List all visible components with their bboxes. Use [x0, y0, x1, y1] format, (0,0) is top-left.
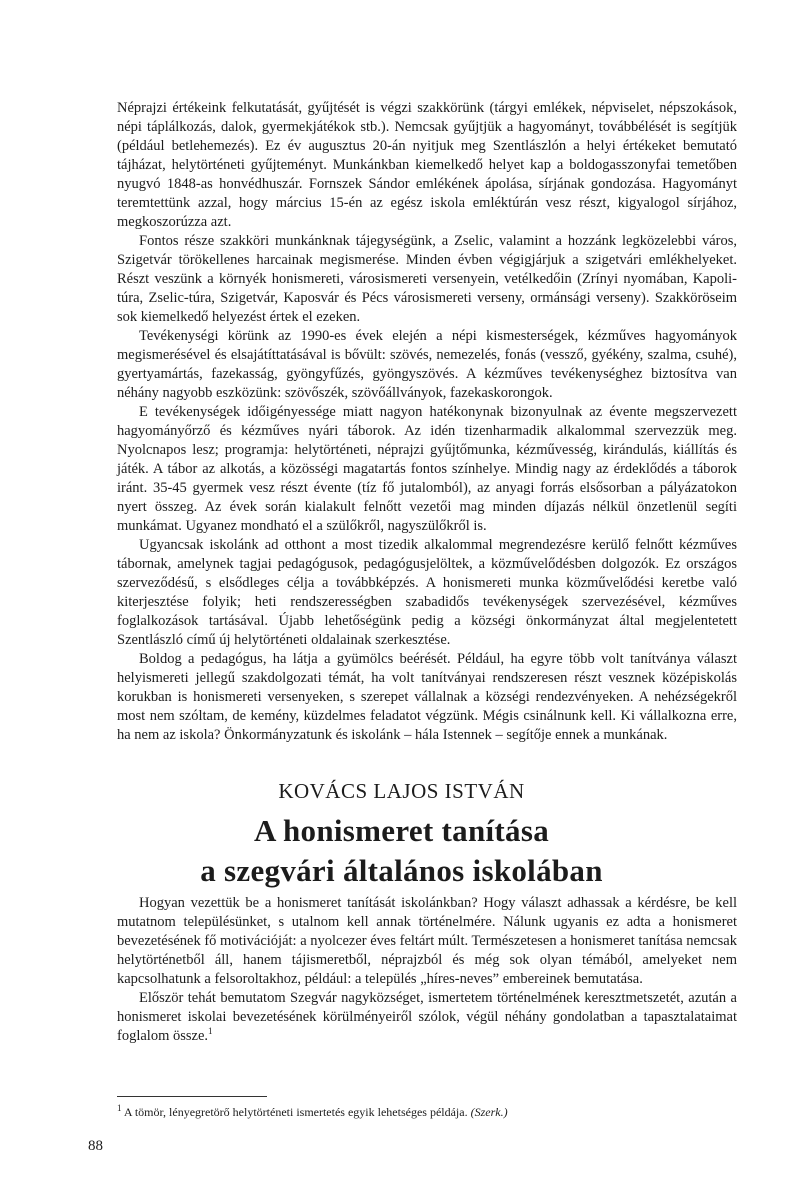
- footnote-reference: 1: [208, 1026, 213, 1037]
- footnote-divider: [117, 1096, 267, 1097]
- paragraph: Boldog a pedagógus, ha látja a gyümölcs beérését. Például, ha egyre több volt tanítványa választ helyismereti jellegű szakdolgozati témát, ha volt tanítványai rendszeresen részt vesznek középiskolás korukban is honismereti versenyeken, s szerepet vállalnak a községi rendezvényeken. A nehézségekről most nem szóltam, de kemény, küzdelmes feladatot végzünk. Mégis csinálnunk kell. Ki vállalkozna erre, ha nem az iskola? Önkormányzatunk és iskolánk – hála Istennek – segítője ennek a munkának.: [117, 651, 737, 743]
- article-body: [117, 894, 737, 1046]
- paragraph: E tevékenységek időigényessége miatt nagyon hatékonynak bizonyulnak az évente megszervezett hagyományőrző és kézműves nyári táborok. Az idén tizenharmadik alkalommal szervezzük meg. Nyolcnapos lesz; programja: helytörténeti, néprajzi gyűjtőmunka, kézművesség, kirándulás, kiállítás és játék. A tábor az alkotás, a közösségi magatartás fontos színhelye. Mindig nagy az érdeklődés a táborok iránt. 35-45 gyermek vesz részt évente (tíz fő jutalomból), az anyagi forrás elsősorban a pályázatokon nyert összeg. Az évek során kialakult felnőtt vezetői mag minden díjazás nélkül önzetlenül segíti munkámat. Ugyanez mondható el a szülőkről, nagyszülőkről is.: [117, 404, 737, 534]
- article-title: [0, 811, 803, 891]
- article-author: KOVÁCS LAJOS ISTVÁN: [278, 779, 525, 803]
- article-title-line-2: a szegvári általános iskolában: [200, 853, 603, 888]
- footnote-marker: 1: [117, 1103, 122, 1113]
- paragraph: Fontos része szakköri munkánknak tájegységünk, a Zselic, valamint a hozzánk legközelebbi város, Szigetvár törökellenes harcainak megismerése. Minden évben végigjárjuk a szigetvári emlékhelyeket. Részt veszünk a környék honismereti, városismereti versenyein, vetélkedőin (Zrínyi nyomában, Kapoli-túra, Zselic-túra, Szigetvár, Kaposvár és Pécs városismereti verseny, ormánsági verseny). Szakköröseim sok kiemelkedő helyezést értek el ezeken.: [117, 233, 737, 325]
- paragraph-text: Először tehát bemutatom Szegvár nagyközséget, ismertetem történelmének keresztmetszetét, azután a honismeret iskolai bevezetésének körülményeiről szólok, végül néhány gondolatban a tapasztalataimat foglalom össze.: [117, 990, 737, 1044]
- paragraph: Ugyancsak iskolánk ad otthont a most tizedik alkalommal megrendezésre kerülő felnőtt kézműves tábornak, amelynek tagjai pedagógusok, pedagógusjelöltek, a közművelődésben dolgozók. Ez országos szerveződésű, s elsődleges célja a továbbképzés. A honismereti munka közművelődési keretbe való kiterjesztése folyik; heti rendszerességben szabadidős tevékenységek szervezésével, kézműves foglalkozások tartásával. Újabb lehetőségünk pedig a községi önkormányzat által megjelentetett Szentlászló című új helytörténeti oldalainak szerkesztése.: [117, 537, 737, 648]
- article-title-line-1: A honismeret tanítása: [253, 813, 550, 848]
- paragraph: [117, 989, 737, 1046]
- footnote: [117, 1105, 737, 1120]
- paragraph: Hogyan vezettük be a honismeret tanítását iskolánkban? Hogy választ adhassak a kérdésre, be kell mutatnom településünket, s utalnom kell annak történelmére. Nálunk ugyanis ez adta a honismeret bevezetésének fő motivációját: a nyolcezer éves feltárt múlt. Természetesen a honismeret tanítása nemcsak helytörténetből áll, hanem tájismeretből, néprajzból és még sok olyan témából, amelyeket nem kapcsolhatunk a felsoroltakhoz, például: a település „híres-neves” embereinek bemutatása.: [117, 895, 737, 987]
- body-text-previous-article: [117, 99, 737, 745]
- footnote-credit: (Szerk.): [470, 1105, 508, 1119]
- footnote-text: A tömör, lényegretörő helytörténeti ismertetés egyik lehetséges példája.: [123, 1105, 468, 1119]
- paragraph: Néprajzi értékeink felkutatását, gyűjtését is végzi szakkörünk (tárgyi emlékek, népviselet, népszokások, népi táplálkozás, dalok, gyermekjátékok stb.). Nemcsak gyűjtjük a hagyományt, továbbélését is segítjük (például betlehemezés). Ez év augusztus 20-án nyitjuk meg Szentlászlón a helyi értékeket bemutató tájházat, helytörténeti gyűjteményt. Munkánkban kiemelkedő helyet kap a boldogasszonyfai temetőben nyugvó 1848-as honvédhuszár. Fornszek Sándor emlékének ápolása, sírjának gondozása. Hagyományt teremtettünk azzal, hogy március 15-én az egész iskola emléktúrán vesz részt, kigyalogol sírjához, megkoszorúzza azt.: [117, 100, 737, 230]
- paragraph: Tevékenységi körünk az 1990-es évek elején a népi kismesterségek, kézműves hagyományok megismerésével és elsajátíttatásával is bővült: szövés, nemezelés, fonás (vessző, gyékény, szalma, csuhé), gyertyamártás, fazekasság, gyöngyfűzés, gyöngyszövés. A kézműves tevékenységhez biztosítva van néhány nagyobb eszközünk: szövőszék, szövőállványok, fazekaskorongok.: [117, 328, 737, 401]
- page-number: 88: [88, 1138, 103, 1154]
